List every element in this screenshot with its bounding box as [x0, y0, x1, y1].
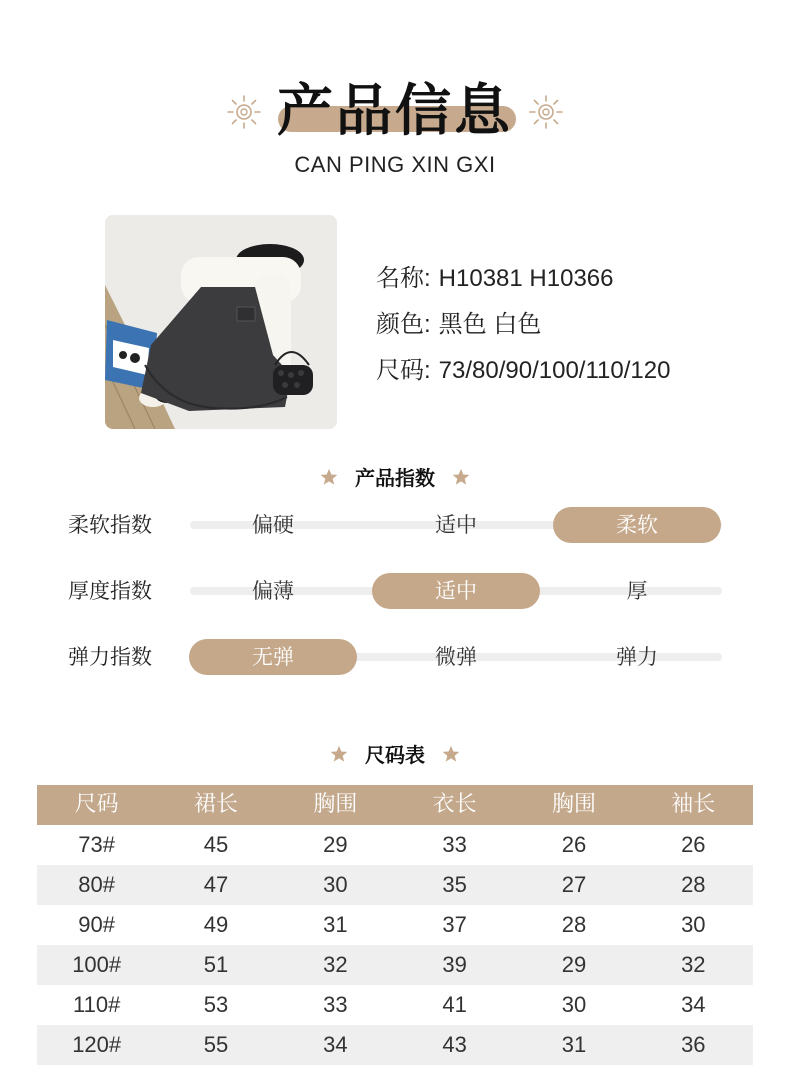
index-option: 无弹: [252, 645, 294, 669]
index-row: [0, 507, 790, 543]
table-cell: 53: [203, 992, 229, 1017]
size-table-heading: [0, 739, 790, 769]
table-cell: 47: [203, 872, 229, 897]
table-cell: 32: [323, 952, 348, 977]
product-photo: [105, 215, 337, 429]
table-cell: 45: [203, 832, 229, 857]
sun-ornament-icon: [528, 94, 564, 130]
star-icon: [452, 468, 470, 486]
index-option: 适中: [435, 513, 477, 537]
info-name-value: H10381 H10366: [438, 265, 614, 292]
table-cell: 110#: [73, 992, 121, 1017]
star-icon: [320, 468, 338, 486]
info-size-label: 尺码:: [376, 357, 431, 384]
index-option: 柔软: [616, 513, 658, 537]
table-cell: 49: [203, 912, 229, 937]
info-size-line: [376, 350, 670, 385]
index-heading-label: 产品指数: [355, 466, 435, 490]
index-option: 偏硬: [252, 513, 294, 537]
info-name-line: [376, 258, 613, 293]
table-cell: 51: [203, 952, 229, 977]
size-table-heading-label: 尺码表: [365, 743, 425, 767]
info-color-label: 颜色:: [376, 311, 431, 338]
star-icon: [442, 745, 460, 763]
star-icon: [330, 745, 348, 763]
table-cell: 37: [442, 912, 467, 937]
table-cell: 120#: [72, 1032, 122, 1057]
info-color-value: 黑色 白色: [438, 311, 542, 338]
size-table: [37, 785, 753, 1065]
column-header: 衣长: [432, 792, 477, 817]
index-option: 弹力: [616, 645, 658, 669]
size-table-header: [37, 785, 753, 825]
index-option: 厚: [626, 579, 648, 603]
table-cell: 27: [561, 872, 587, 897]
table-cell: 33: [442, 832, 467, 857]
column-header: 胸围: [551, 792, 596, 817]
table-cell: 43: [442, 1032, 467, 1057]
table-cell: 33: [323, 992, 348, 1017]
table-cell: 31: [561, 1032, 587, 1057]
table-row: [37, 985, 753, 1025]
index-option: 适中: [435, 579, 477, 603]
table-cell: 31: [323, 912, 348, 937]
table-cell: 41: [442, 992, 467, 1017]
table-cell: 30: [323, 872, 348, 897]
table-cell: 30: [681, 912, 706, 937]
column-header: 裙长: [193, 792, 238, 817]
table-cell: 29: [323, 832, 348, 857]
index-section-heading: [0, 462, 790, 492]
table-cell: 28: [561, 912, 587, 937]
table-row: [37, 945, 753, 985]
column-header: 袖长: [671, 792, 716, 817]
info-color-line: [376, 304, 541, 339]
table-cell: 34: [323, 1032, 348, 1057]
dress-illustration-icon: [105, 215, 337, 429]
table-cell: 30: [561, 992, 587, 1017]
page-title: 产品信息: [277, 79, 513, 144]
info-size-value: 73/80/90/100/110/120: [438, 357, 671, 384]
table-cell: 26: [681, 832, 706, 857]
table-row: [37, 1025, 753, 1065]
index-option: 偏薄: [252, 579, 294, 603]
column-header: 胸围: [313, 792, 358, 817]
table-row: [37, 905, 753, 945]
table-cell: 55: [203, 1032, 229, 1057]
index-row: [0, 639, 790, 675]
table-cell: 35: [442, 872, 467, 897]
table-cell: 100#: [72, 952, 122, 977]
table-cell: 34: [681, 992, 706, 1017]
table-cell: 32: [681, 952, 706, 977]
page-subtitle: CAN PING XIN GXI: [294, 152, 496, 177]
table-cell: 73#: [78, 832, 116, 857]
table-cell: 26: [561, 832, 587, 857]
table-cell: 39: [442, 952, 467, 977]
column-header: 尺码: [74, 792, 119, 817]
table-cell: 90#: [78, 912, 116, 937]
size-table-body: [37, 825, 753, 1065]
table-cell: 80#: [78, 872, 116, 897]
index-row-label: 厚度指数: [68, 579, 152, 603]
index-row: [0, 573, 790, 609]
table-row: [37, 865, 753, 905]
index-row-label: 柔软指数: [68, 513, 152, 537]
table-cell: 28: [681, 872, 706, 897]
table-cell: 29: [561, 952, 587, 977]
index-row-label: 弹力指数: [68, 645, 152, 669]
title-block: [0, 72, 790, 152]
info-name-label: 名称:: [376, 265, 431, 292]
index-option: 微弹: [435, 645, 477, 669]
table-row: [37, 825, 753, 865]
table-cell: 36: [681, 1032, 706, 1057]
